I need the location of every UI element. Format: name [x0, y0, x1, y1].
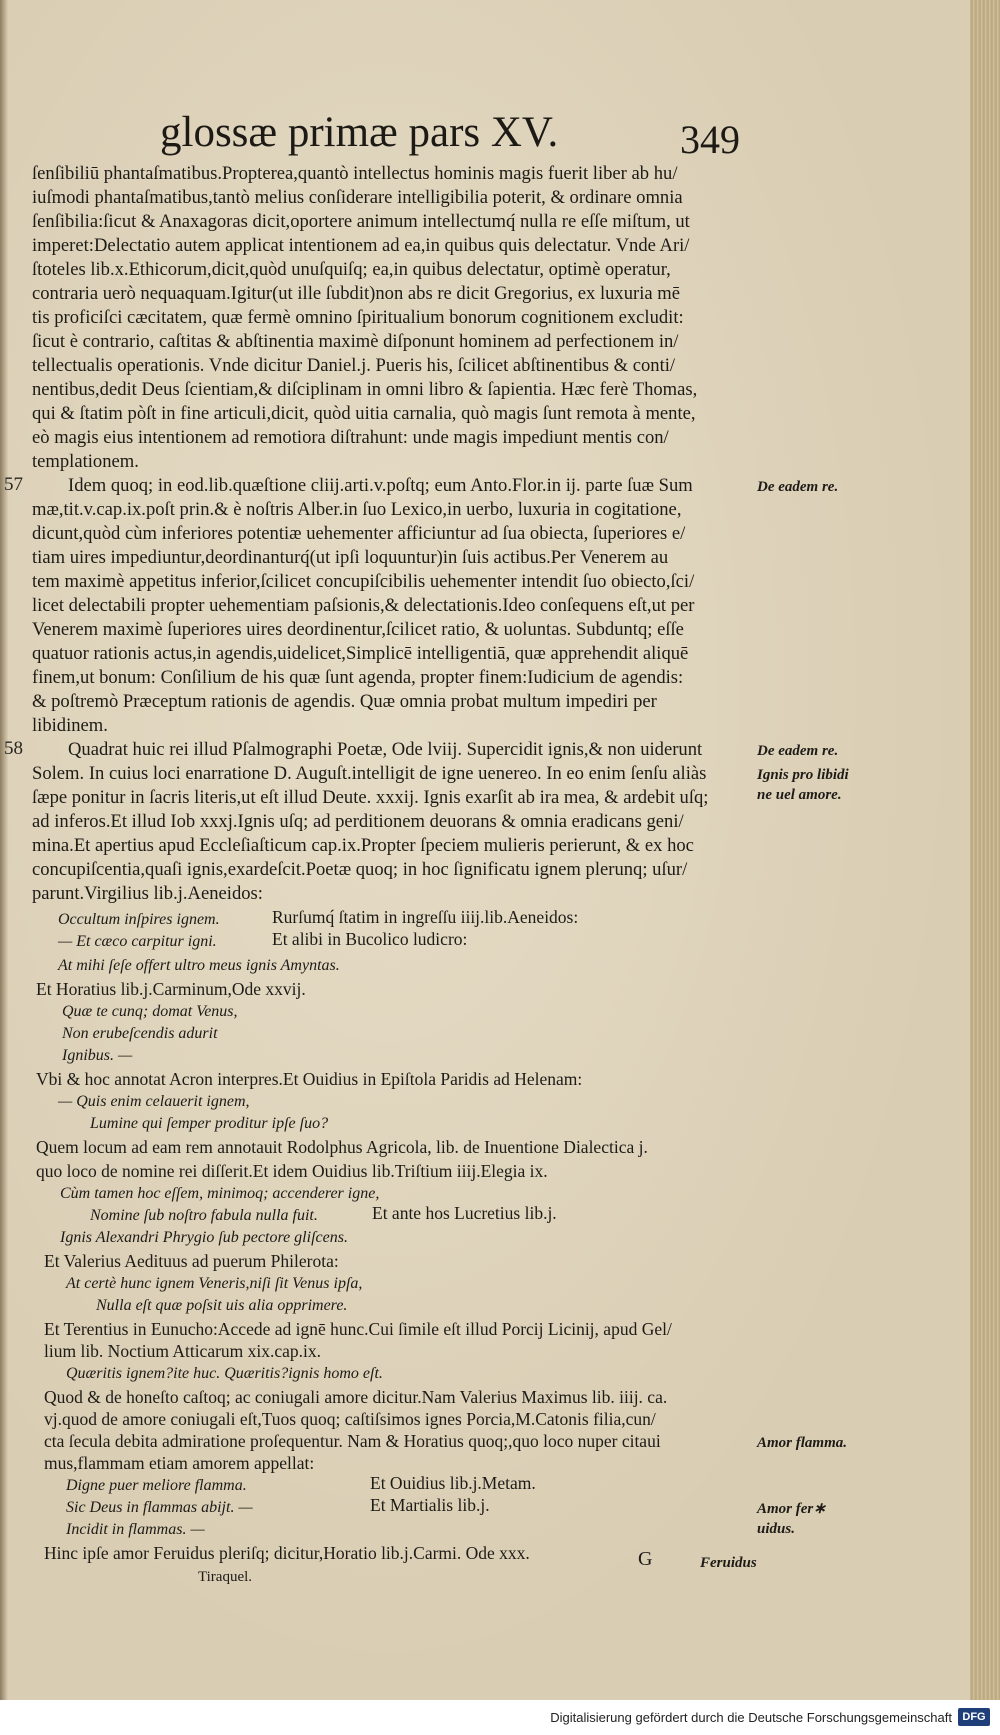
margin-note: De eadem re. — [757, 743, 839, 759]
quotation: Quæritis ignem?ite huc. Quæritis?ignis homo eſt. — [66, 1365, 383, 1382]
paragraph-number: 58 — [4, 738, 23, 759]
text-line: tem maximè appetitus inferior,ſcilicet concupiſcibilis uehementer intendit ſuo obiecto,ſci/ — [32, 571, 695, 592]
reference-line: Et Martialis lib.j. — [370, 1495, 490, 1515]
text-line: ad inferos.Et illud Iob xxxj.Ignis uſq; ad perditionem deuorans & omnia eradicans geni/ — [32, 811, 684, 832]
text-line: eò magis eius intentionem ad remotiora diſtrahunt: unde magis impediunt mentis con/ — [32, 427, 669, 448]
margin-note: uidus. — [757, 1521, 795, 1537]
quotation: Cùm tamen hoc eſſem, minimoq; accenderer igne, — [60, 1185, 380, 1202]
margin-note: De eadem re. — [757, 479, 839, 495]
text-line: parunt.Virgilius lib.j.Aeneidos: — [32, 883, 263, 904]
text-line: dicunt,quòd cùm inferiores potentiæ uehementer afficiuntur ad ſua obiecta, ſuperiores e/ — [32, 523, 686, 544]
reference-line: Quem locum ad eam rem annotauit Rodolphus Agricola, lib. de Inuentione Dialectica j. — [36, 1137, 648, 1157]
text-line: ſæpe ponitur in ſacris literis,ut eſt illud Deute. xxxij. Ignis exarſit ab ira mea, & ardebit uſq; — [32, 787, 709, 808]
text-line: Venerem maximè ſuperiores uires deordinentur,ſcilicet ratio, & uoluntas. Subduntq; eſſe — [32, 619, 684, 640]
quotation: At mihi ſeſe offert ultro meus ignis Amyntas. — [58, 957, 340, 974]
text-line: finem,ut bonum: Conſilium de his quæ ſunt agenda, propter finem:Iudicium de agendis: — [32, 667, 684, 688]
text-line: imperet:Delectatio autem applicat intentionem ad ea,in quibus quis delectatur. Vnde Ari/ — [32, 235, 690, 256]
quotation: Non erubeſcendis adurit — [62, 1025, 218, 1042]
quotation: Nomine ſub noſtro fabula nulla fuit. — [90, 1207, 318, 1224]
reference-line: vj.quod de amore coniugali eſt,Tuos quoq; caſtiſsimos ignes Porcia,M.Catonis filia,cun/ — [44, 1409, 656, 1429]
text-line: iuſmodi phantaſmatibus,tantò melius conſiderare intelligibilia poterit, & ordinare omnia — [32, 187, 683, 208]
text-line: mæ,tit.v.cap.ix.poſt prin.& è noſtris Alber.in ſuo Lexico,in uerbo, luxuria in cogitatione, — [32, 499, 682, 520]
reference-line: mus,flammam etiam amorem appellat: — [44, 1453, 315, 1473]
digitization-credit: Digitalisierung gefördert durch die Deutsche Forschungsgemeinschaft — [550, 1710, 952, 1725]
catchword-right: Feruidus — [700, 1555, 757, 1571]
reference-line: Et alibi in Bucolico ludicro: — [272, 929, 468, 949]
text-line: tellectualis operationis. Vnde dicitur Daniel.j. Pueris his, ſcilicet abſtinentibus & conti/ — [32, 355, 676, 376]
reference-line: cta ſecula debita admiratione proſequentur. Nam & Horatius quoq;,quo loco nuper citaui — [44, 1431, 661, 1451]
text-line: tis proficiſci cæcitatem, quæ fermè omnino ſpiritualium bonorum cognitionem excludit: — [32, 307, 684, 328]
footer-bar — [0, 1700, 1000, 1735]
quotation: Ignibus. — — [62, 1047, 133, 1064]
page-header — [160, 108, 760, 168]
text-line: Idem quoq; in eod.lib.quæſtione cliij.arti.v.poſtq; eum Anto.Flor.in ij. parte ſuæ Sum — [68, 475, 693, 496]
reference-line: Vbi & hoc annotat Acron interpres.Et Ouidius in Epiſtola Paridis ad Helenam: — [36, 1069, 583, 1089]
reference-line: Et ante hos Lucretius lib.j. — [372, 1203, 557, 1223]
text-line: ſicut è contrario, caſtitas & abſtinentia maximè diſponunt hominem ad perfectionem in/ — [32, 331, 679, 352]
reference-line: lium lib. Noctium Atticarum xix.cap.ix. — [44, 1341, 322, 1361]
page-gutter — [0, 0, 8, 1700]
quotation: Sic Deus in flammas abijt. — — [66, 1499, 253, 1516]
text-line: ſenſibiliū phantaſmatibus.Propterea,quantò intellectus hominis magis fuerit liber ab hu/ — [32, 163, 678, 184]
reference-line: quo loco de nomine rei diſſerit.Et idem Ouidius lib.Triſtium iiij.Elegia ix. — [36, 1161, 548, 1181]
quotation: Digne puer meliore flamma. — [66, 1477, 247, 1494]
running-head: glossæ primæ pars XV. — [160, 109, 559, 156]
paragraph-number: 57 — [4, 474, 23, 495]
text-line: libidinem. — [32, 715, 108, 736]
page-number: 349 — [680, 117, 740, 162]
text-line: licet delectabili propter uehementiam paſsionis,& delectationis.Ideo conſequens eſt,ut per — [32, 595, 695, 616]
text-line: mina.Et apertius apud Eccleſiaſticum cap.ix.Propter ſpeciem mulieris perierunt, & ex hoc — [32, 835, 694, 856]
quotation: — Quis enim celauerit ignem, — [58, 1093, 250, 1110]
text-line: quatuor rationis actus,in agendis,uidelicet,Simplicē intelligentiā, quæ apprehendit aliquē — [32, 643, 689, 664]
reference-line: Et Ouidius lib.j.Metam. — [370, 1473, 536, 1493]
quotation: Nulla eſt quæ poſsit uis alia opprimere. — [96, 1297, 348, 1314]
text-line: templationem. — [32, 451, 139, 472]
reference-line: Et Valerius Aedituus ad puerum Philerota: — [44, 1251, 339, 1271]
text-line: ſenſibilia:ſicut & Anaxagoras dicit,oportere animum intellectumq́ nulla re eſſe miſtum, ut — [32, 211, 690, 232]
text-line: tiam uires impediuntur,deordinanturq́(ut ipſi loquuntur)in ſuis actibus.Per Venerem au — [32, 547, 669, 568]
margin-note: Amor flamma. — [757, 1435, 848, 1451]
quotation: At certè hunc ignem Veneris,niſi ſit Venus ipſa, — [66, 1275, 363, 1292]
text-line: Quadrat huic rei illud Pſalmographi Poetæ, Ode lviij. Supercidit ignis,& non uiderunt — [68, 739, 703, 760]
text-line: nentibus,dedit Deus ſcientiam,& diſciplinam in omni libro & ſapientia. Hæc ferè Thomas, — [32, 379, 698, 400]
margin-note: ne uel amore. — [757, 787, 842, 803]
reference-line: Rurſumq́ ſtatim in ingreſſu iiij.lib.Aeneidos: — [272, 907, 579, 927]
reference-line: Quod & de honeſto caſtoq; ac coniugali amore dicitur.Nam Valerius Maximus lib. iiij. ca. — [44, 1387, 668, 1407]
quotation: Incidit in flammas. — — [66, 1521, 205, 1538]
dfg-logo: DFG — [958, 1708, 990, 1726]
quotation: Ignis Alexandri Phrygio ſub pectore gliſcens. — [60, 1229, 348, 1246]
book-edge — [970, 0, 1000, 1700]
margin-note: Amor fer∗ — [757, 1501, 826, 1517]
quotation: Quæ te cunq; domat Venus, — [62, 1003, 238, 1020]
text-line: Solem. In cuius loci enarratione D. Auguſt.intelligit de igne uenereo. In eo enim ſenſu aliàs — [32, 763, 707, 784]
reference-line: Et Horatius lib.j.Carminum,Ode xxvij. — [36, 979, 306, 999]
quotation: Lumine qui ſemper proditur ipſe ſuo? — [90, 1115, 329, 1132]
reference-line: Hinc ipſe amor Feruidus pleriſq; dicitur,Horatio lib.j.Carmi. Ode xxx. — [44, 1543, 530, 1563]
text-line: concupiſcentia,quaſi ignis,exardeſcit.Poetæ quoq; in hoc ſignificatu ignem plerunq; uſur/ — [32, 859, 688, 880]
catchword-left: Tiraquel. — [198, 1569, 253, 1585]
text-line: contraria uerò nequaquam.Igitur(ut ille ſubdit)non abs re dicit Gregorius, ex luxuria mē — [32, 283, 680, 304]
reference-line: Et Terentius in Eunucho:Accede ad ignē hunc.Cui ſimile eſt illud Porcij Licinij, apud Gel/ — [44, 1319, 672, 1339]
text-line: & poſtremò Præceptum rationis de agendis. Quæ omnia probat multum impediri per — [32, 691, 657, 712]
text-line: ſtoteles lib.x.Ethicorum,dicit,quòd unuſquiſq; ea,in quibus delectatur, optimè operatur, — [32, 259, 671, 280]
signature-mark: G — [638, 1548, 653, 1570]
quotation: Occultum inſpires ignem. — [58, 911, 220, 928]
text-line: qui & ſtatim pòſt in fine articuli,dicit, quòd uitia carnalia, quò magis ſunt remota à mente, — [32, 403, 696, 424]
margin-note: Ignis pro libidi — [757, 767, 849, 783]
quotation: — Et cæco carpitur igni. — [58, 933, 217, 950]
